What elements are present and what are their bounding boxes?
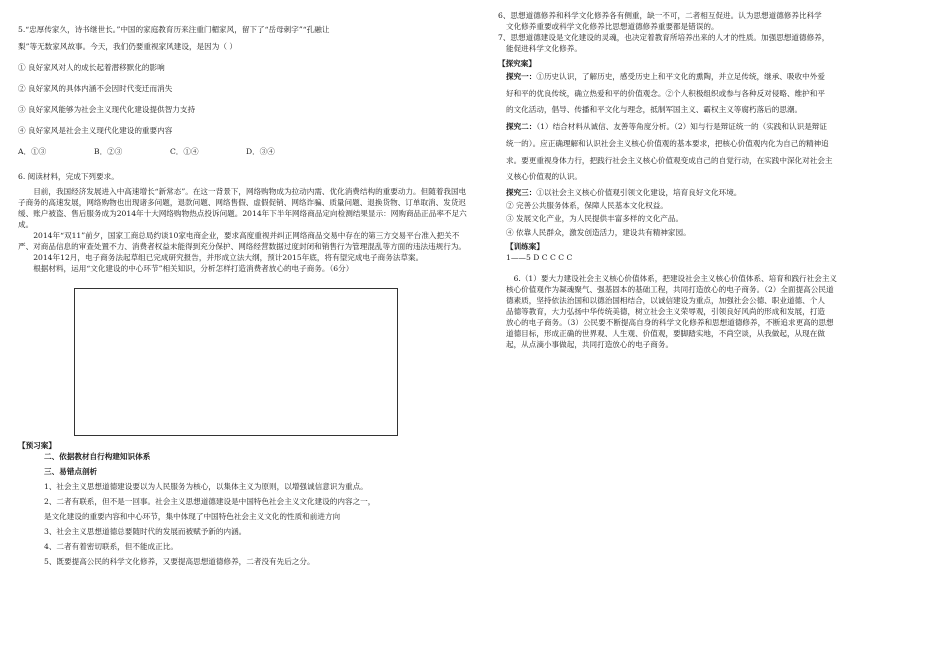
error-point-1: 1、社会主义思想道德建设要以为人民服务为核心，以集体主义为原则，以增强诚信意识为重点。 <box>44 482 368 491</box>
q5-option-3: ③ 良好家风能够为社会主义现代化建设提供智力支持 <box>18 105 196 114</box>
train-q6-line-e: 放心的电子商务。（3）公民要不断提高自身的科学文化修养和思想道德修养，不断追求更高的思想 <box>506 318 834 328</box>
explore-1 <box>506 69 930 119</box>
preview-section-3: 三、易错点剖析 <box>44 467 98 476</box>
explore-2 <box>506 119 930 186</box>
train-q6-line-d: 品德等教育，大力弘扬中华传统美德，树立社会主义荣辱观，引领良好风尚的形成和发展，打造 <box>506 307 825 317</box>
explore-3-label: 探究三： <box>506 187 537 197</box>
answer-box[interactable] <box>74 288 398 436</box>
explore-1-line-c: 的文化活动，倡导、传播和平文化与理念，抵制军国主义、霸权主义等腐朽落后的思潮。 <box>506 105 803 115</box>
error-point-6a: 6、思想道德修养和科学文化修养各有侧重，缺一不可，二者相互促进。认为思想道德修养比科学 <box>498 11 822 20</box>
q5-choices <box>18 146 473 157</box>
q5-option-1: ① 良好家风对人的成长起着潜移默化的影响 <box>18 63 165 72</box>
q6-title: 6. 阅读材料，完成下列要求。 <box>18 172 119 181</box>
error-point-2a: 2、二者有联系，但不是一回事。社会主义思想道德建设是中国特色社会主义文化建设的内容之一， <box>44 497 376 506</box>
q6-paragraph-1: 目前，我国经济发展进入中高速增长“新常态”。在这一背景下，网络购物成为拉动内需、优化消费结构的重要动力。但随着我国电子商务的高速发展，网络购物也出现诸多问题，退款问题、网络售假、虚假促销、网络诈骗、质量问题、退换货物、订单取消、发货迟缓、账户被盗、售后服务成为2014年十大网络购物热点投诉问题。2014年下半年网络商品定向检测结果显示：网购商品正品率不足六成。 <box>18 187 467 229</box>
explore-2-line-d: 义核心价值观的认识。 <box>506 172 582 182</box>
right-column <box>498 10 930 350</box>
explore-3-line-b: ② 完善公共服务体系，保障人民基本文化权益。 <box>506 201 668 211</box>
explore-1-line-b: 好和平的优良传统，确立热爱和平的价值观念。②个人积极组织或参与各种反对侵略、维护和平 <box>506 88 825 98</box>
error-point-6b: 文化修养重要或科学文化修养比思想道德修养重要都是错误的。 <box>506 22 719 31</box>
error-point-3: 3、社会主义思想道德总要随时代的发展而被赋予新的内涵。 <box>44 527 247 536</box>
explore-3-line-a: ①以社会主义核心价值观引领文化建设，培育良好文化环境。 <box>536 187 742 197</box>
error-point-4: 4、二者有着密切联系，但不能成正比。 <box>44 542 178 551</box>
train-q6-line-c: 德素质，坚持依法治国和以德治国相结合，以诚信建设为重点，加强社会公德、职业道德、个人 <box>506 296 825 306</box>
train-header: 【训练案】 <box>506 242 544 252</box>
q6-paragraph-2: 2014年“双11”前夕，国家工商总局约谈10家电商企业，要求高度重视并纠正网络商品交易中存在的第三方交易平台准入把关不严、对商品信息的审查处置不力、消费者权益未能得到充分保护、网络经营数据过度封闭和销售行为管理混乱等方面的违法违规行为。 <box>18 231 467 251</box>
q5-choice-a: A．①③ <box>18 147 47 156</box>
preview-header: 【预习案】 <box>18 441 56 450</box>
error-point-7a: 7、思想道德建设是文化建设的灵魂，也决定着教育所培养出来的人才的性质。加强思想道德修养， <box>498 33 830 42</box>
q6-paragraph-3: 2014年12月，电子商务法起草组已完成研究报告，并形成立法大纲，预计2015年底，将有望完成电子商务法草案。 <box>33 253 424 262</box>
q5-stem-line-1: 5.“忠厚传家久，诗书继世长。”中国的家庭教育历来注重门楣家风，留下了“岳母刺字”“孔融让 <box>18 25 330 34</box>
q5-choice-c: C．①④ <box>170 147 199 156</box>
preview-section-2: 二、依据教材自行构建知识体系 <box>44 452 151 461</box>
q5-option-2: ② 良好家风的具体内涵不会因时代变迁而消失 <box>18 84 173 93</box>
error-point-7b: 能促进科学文化修养。 <box>506 44 582 53</box>
q6-paragraph-4: 根据材料，运用“文化建设的中心环节”相关知识，分析怎样打造消费者放心的电子商务。（6分） <box>33 264 354 273</box>
explore-2-line-b: 统一的）。应正确理解和认识社会主义核心价值观的基本要求，把核心价值观内化为自己的精神追 <box>506 138 829 148</box>
explore-3 <box>506 186 930 239</box>
error-point-5: 5、既要提高公民的科学文化修养，又要提高思想道德修养，二者没有先后之分。 <box>44 557 315 566</box>
left-column <box>18 24 473 567</box>
error-point-2b: 是文化建设的重要内容和中心环节，集中体现了中国特色社会主义文化的性质和前进方向 <box>44 512 341 521</box>
explore-3-line-d: ④ 依靠人民群众，激发创造活力，建设共有精神家园。 <box>506 227 691 237</box>
explore-1-label: 探究一： <box>506 72 537 81</box>
train-q6-line-b: 核心价值观作为凝魂聚气、强基固本的基础工程，共同打造放心的电子商务。（2）全面提高公民道 <box>506 285 834 295</box>
explore-2-line-a: （1）结合材料从诚信、友善等角度分析。（2）知与行是辩证统一的（实践和认识是辩证 <box>536 122 827 132</box>
explore-2-line-c: 求。要更重视身体力行，把践行社会主义核心价值观变成自己的自觉行动，在实践中深化对社会主 <box>506 155 833 165</box>
train-q6-line-f: 道德目标，形成正确的世界观、人生观、价值观，要脚踏实地，不尚空谈，从我做起，从现在做 <box>506 329 825 339</box>
train-q6-line-g: 起，从点滴小事做起，共同打造放心的电子商务。 <box>506 340 674 350</box>
q5-option-4: ④ 良好家风是社会主义现代化建设的重要内容 <box>18 126 173 135</box>
train-answers: 1——5 D C C C C <box>506 253 573 263</box>
q5-choice-b: B．②③ <box>94 147 123 156</box>
explore-3-line-c: ③ 发展文化产业，为人民提供丰富多样的文化产品。 <box>506 214 684 224</box>
explore-header: 【探究案】 <box>498 59 536 68</box>
explore-1-line-a: ①历史认识，了解历史，感受历史上和平文化的熏陶，并立足传统，继承、吸收中外爱 <box>536 72 825 81</box>
train-q6-answer <box>506 273 930 350</box>
train-q6-line-a: 6.（1）要大力建设社会主义核心价值体系，把建设社会主义核心价值体系、培育和践行社会主义 <box>513 274 838 284</box>
explore-2-label: 探究二： <box>506 122 537 132</box>
q5-stem-line-2: 梨”等无数家风故事。今天，我们仍要重视家风建设，是因为（ ） <box>18 42 237 51</box>
q5-choice-d: D．③④ <box>246 147 275 156</box>
